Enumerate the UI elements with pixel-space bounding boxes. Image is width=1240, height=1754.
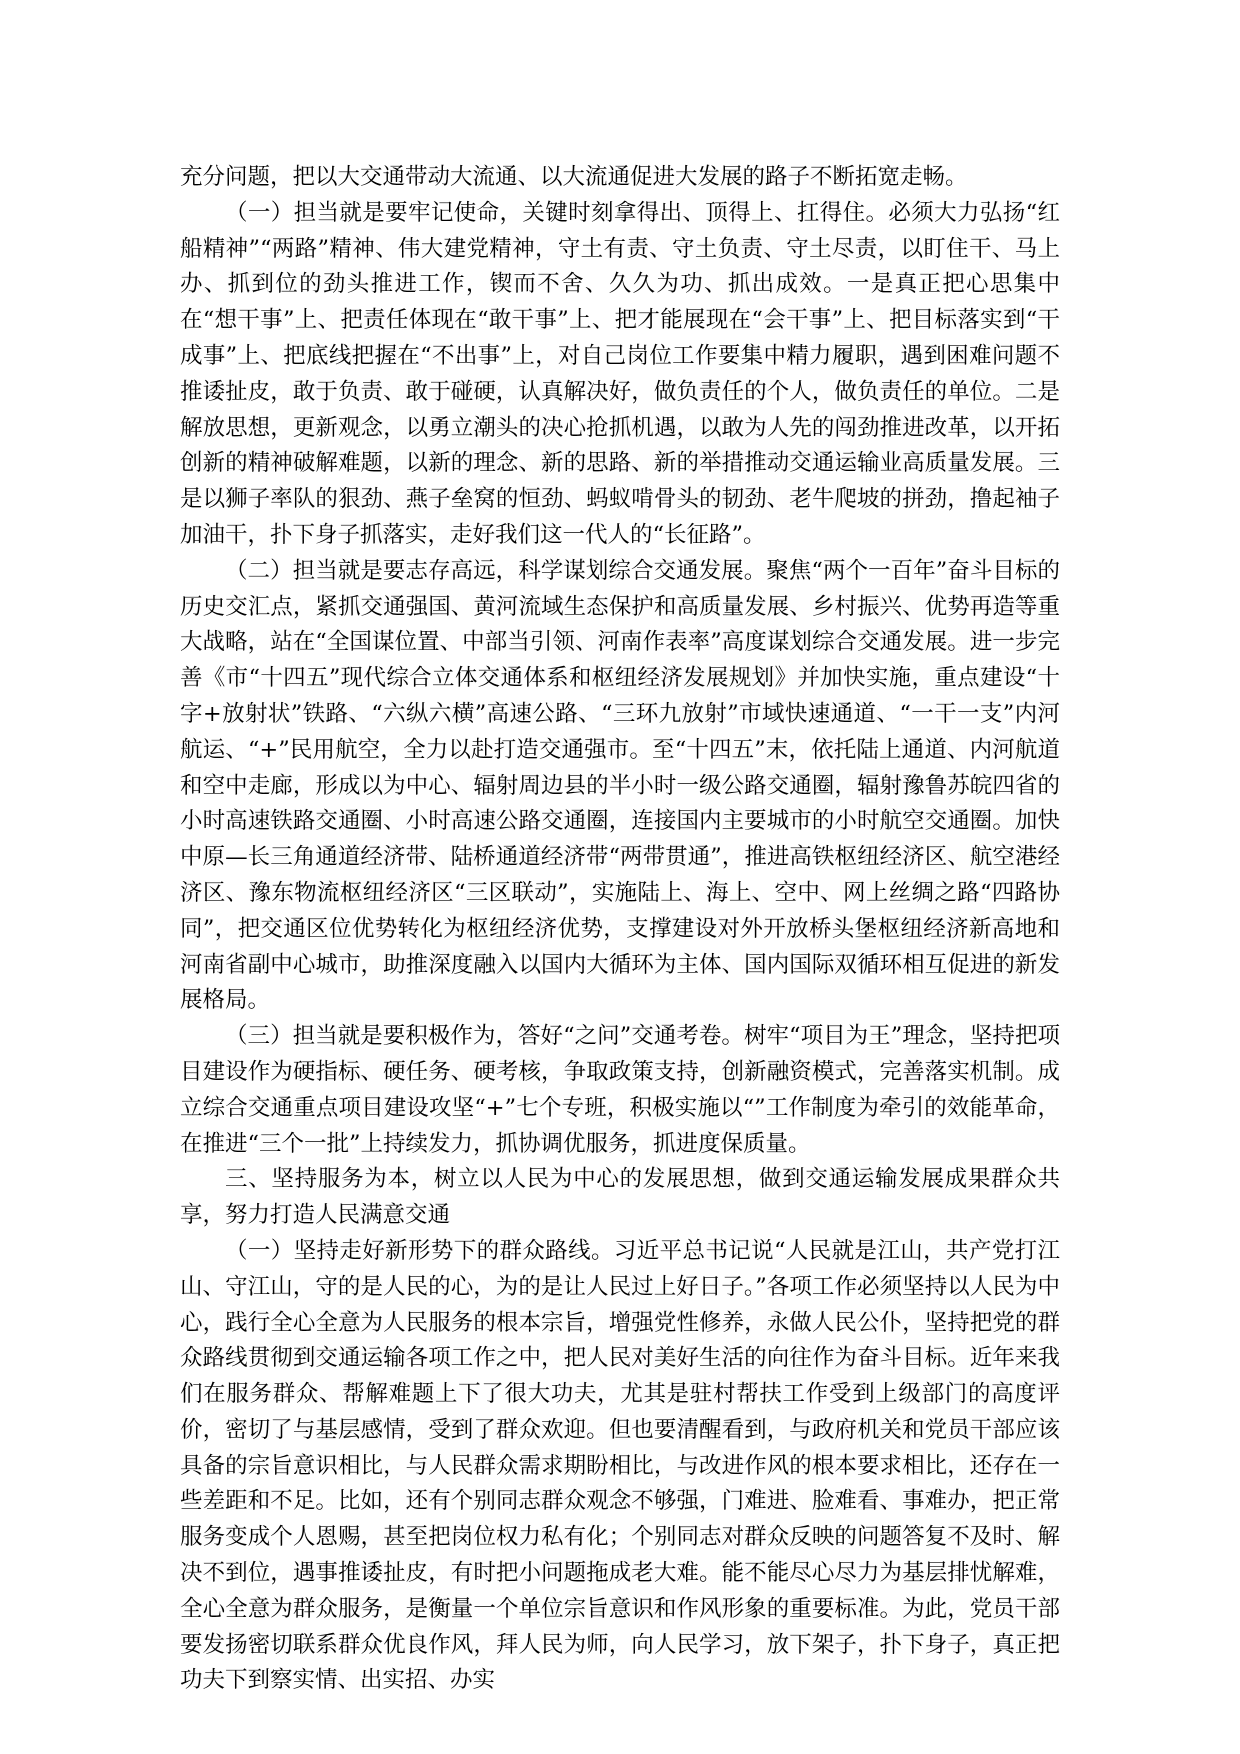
- document-body: [180, 160, 1060, 1699]
- paragraph-section-3: （三）担当就是要积极作为，答好“之问”交通考卷。树牢“项目为王”理念，坚持把项目建设作为硬指标、硬任务、硬考核，争取政策支持，创新融资模式，完善落实机制。成立综合交通重点项目建设攻坚“+”七个专班，积极实施以“”工作制度为牵引的效能革命，在推进“三个一批”上持续发力，抓协调优服务，抓进度保质量。: [180, 1023, 1060, 1157]
- paragraph-section-2: （二）担当就是要志存高远，科学谋划综合交通发展。聚焦“两个一百年”奋斗目标的历史交汇点，紧抓交通强国、黄河流域生态保护和高质量发展、乡村振兴、优势再造等重大战略，站在“全国谋位置、中部当引领、河南作表率”高度谋划综合交通发展。进一步完善《市“十四五”现代综合立体交通体系和枢纽经济发展规划》并加快实施，重点建设“十字+放射状”铁路、“六纵六横”高速公路、“三环九放射”市域快速通道、“一干一支”内河航运、“+”民用航空，全力以赴打造交通强市。至“十四五”末，依托陆上通道、内河航道和空中走廊，形成以为中心、辐射周边县的半小时一级公路交通圈，辐射豫鲁苏皖四省的小时高速铁路交通圈、小时高速公路交通圈，连接国内主要城市的小时航空交通圈。加快中原—长三角通道经济带、陆桥通道经济带“两带贯通”，推进高铁枢纽经济区、航空港经济区、豫东物流枢纽经济区“三区联动”，实施陆上、海上、空中、网上丝绸之路“四路协同”，把交通区位优势转化为枢纽经济优势，支撑建设对外开放桥头堡枢纽经济新高地和河南省副中心城市，助推深度融入以国内大循环为主体、国内国际双循环相互促进的新发展格局。: [180, 557, 1060, 1014]
- paragraph-subsection-1: （一）坚持走好新形势下的群众路线。习近平总书记说“人民就是江山，共产党打江山、守江山，守的是人民的心，为的是让人民过上好日子。”各项工作必须坚持以人民为中心，践行全心全意为人民服务的根本宗旨，增强党性修养，永做人民公仆，坚持把党的群众路线贯彻到交通运输各项工作之中，把人民对美好生活的向往作为奋斗目标。近年来我们在服务群众、帮解难题上下了很大功夫，尤其是驻村帮扶工作受到上级部门的高度评价，密切了与基层感情，受到了群众欢迎。但也要清醒看到，与政府机关和党员干部应该具备的宗旨意识相比，与人民群众需求期盼相比，与改进作风的根本要求相比，还存在一些差距和不足。比如，还有个别同志群众观念不够强，门难进、脸难看、事难办，把正常服务变成个人恩赐，甚至把岗位权力私有化；个别同志对群众反映的问题答复不及时、解决不到位，遇事推诿扯皮，有时把小问题拖成老大难。能不能尽心尽力为基层排忧解难，全心全意为群众服务，是衡量一个单位宗旨意识和作风形象的重要标准。为此，党员干部要发扬密切联系群众优良作风，拜人民为师，向人民学习，放下架子，扑下身子，真正把功夫下到察实情、出实招、办实: [180, 1237, 1060, 1694]
- paragraph-continuation: 充分问题，把以大交通带动大流通、以大流通促进大发展的路子不断拓宽走畅。: [180, 164, 968, 190]
- paragraph-section-1: （一）担当就是要牢记使命，关键时刻拿得出、顶得上、扛得住。必须大力弘扬“红船精神”“两路”精神、伟大建党精神，守土有责、守土负责、守土尽责，以盯住干、马上办、抓到位的劲头推进工作，锲而不舍、久久为功、抓出成效。一是真正把心思集中在“想干事”上、把责任体现在“敢干事”上、把才能展现在“会干事”上、把目标落实到“干成事”上、把底线把握在“不出事”上，对自己岗位工作要集中精力履职，遇到困难问题不推诿扯皮，敢于负责、敢于碰硬，认真解决好，做负责任的个人，做负责任的单位。二是解放思想，更新观念，以勇立潮头的决心抢抓机遇，以敢为人先的闯劲推进改革，以开拓创新的精神破解难题，以新的理念、新的思路、新的举措推动交通运输业高质量发展。三是以狮子率队的狠劲、燕子垒窝的恒劲、蚂蚁啃骨头的韧劲、老牛爬坡的拼劲，撸起袖子加油干，扑下身子抓落实，走好我们这一代人的“长征路”。: [180, 199, 1060, 548]
- section-heading-three: 三、坚持服务为本，树立以人民为中心的发展思想，做到交通运输发展成果群众共享，努力打造人民满意交通: [180, 1166, 1060, 1229]
